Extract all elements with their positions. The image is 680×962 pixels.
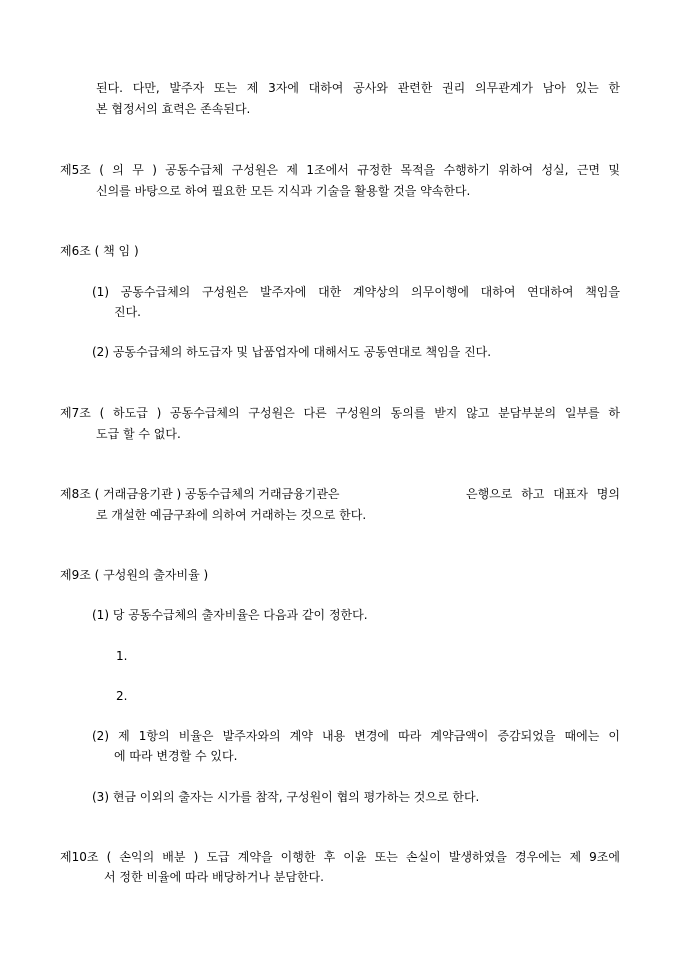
article-9-item-3: (3) 현금 이외의 출자는 시가를 참작, 구성원이 협의 평가하는 것으로 한다. (92, 790, 480, 804)
article-8-line-1-right: 은행으로 하고 대표자 명의 (466, 487, 620, 501)
intro-line-2: 본 협정서의 효력은 존속된다. (96, 102, 251, 116)
article-8-line-2: 로 개설한 예금구좌에 의하여 거래하는 것으로 한다. (96, 508, 367, 522)
article-9-item-1: (1) 당 공동수급체의 출자비율은 다음과 같이 정한다. (92, 608, 368, 622)
article-5-line-1: 제5조 ( 의 무 ) 공동수급체 구성원은 제 1조에서 규정한 목적을 수행하기 위하여 성실, 근면 및 (60, 163, 620, 177)
article-9-item-2-line-2: 에 따라 변경할 수 있다. (114, 749, 238, 763)
article-6-heading: 제6조 ( 책 임 ) (60, 244, 139, 258)
article-9-sub-2: 2. (116, 689, 128, 703)
article-8-line-1-left: 제8조 ( 거래금융기관 ) 공동수급체의 거래금융기관은 (60, 487, 340, 501)
article-5-line-2: 신의를 바탕으로 하여 필요한 모든 지식과 기술을 활용할 것을 약속한다. (96, 184, 471, 198)
article-10-line-2: 서 정한 비율에 따라 배당하거나 분담한다. (104, 870, 324, 884)
intro-line-1: 된다. 다만, 발주자 또는 제 3자에 대하여 공사와 관련한 권리 의무관계가 남아 있는 한 (96, 81, 620, 95)
article-9-sub-1: 1. (116, 649, 128, 663)
article-7-line-2: 도급 할 수 없다. (96, 427, 181, 441)
article-6-item-1-line-1: (1) 공동수급체의 구성원은 발주자에 대한 계약상의 의무이행에 대하여 연대하여 책임을 (92, 285, 620, 299)
article-6-item-1-line-2: 진다. (114, 305, 141, 319)
article-9-item-2-line-1: (2) 제 1항의 비율은 발주자와의 계약 내용 변경에 따라 계약금액이 증감되었을 때에는 이 (92, 729, 620, 743)
article-6-item-2: (2) 공동수급체의 하도급자 및 납품업자에 대해서도 공동연대로 책임을 진다. (92, 345, 492, 359)
article-10-line-1: 제10조 ( 손익의 배분 ) 도급 계약을 이행한 후 이윤 또는 손실이 발생하였을 경우에는 제 9조에 (60, 850, 620, 864)
article-7-line-1: 제7조 ( 하도급 ) 공동수급체의 구성원은 다른 구성원의 동의를 받지 않고 분담부분의 일부를 하 (60, 406, 620, 420)
article-9-heading: 제9조 ( 구성원의 출자비율 ) (60, 568, 209, 582)
